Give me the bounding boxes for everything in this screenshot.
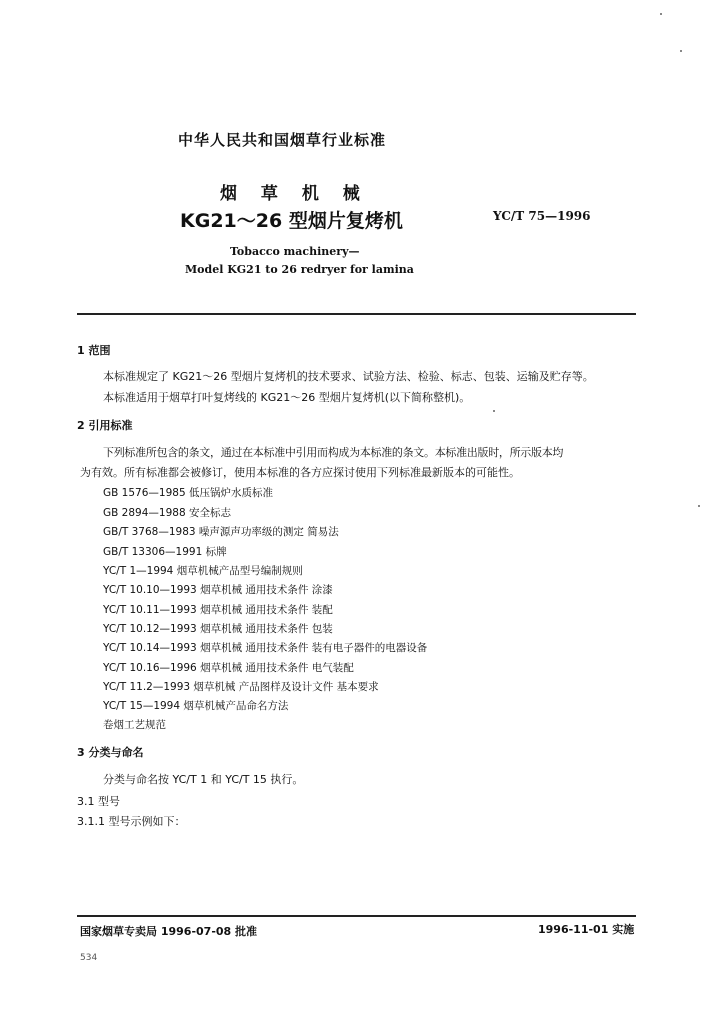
scan-speck [660, 13, 662, 15]
reference-item: 卷烟工艺规范 [103, 719, 166, 731]
reference-item: GB/T 3768—1983 噪声源声功率级的测定 简易法 [103, 526, 339, 538]
reference-item: GB 2894—1988 安全标志 [103, 507, 231, 519]
section-2-paragraph-1: 下列标准所包含的条文，通过在本标准中引用而构成为本标准的条文。本标准出版时，所示版本均 [103, 446, 564, 459]
section-3-paragraph-1: 分类与命名按 YC/T 1 和 YC/T 15 执行。 [103, 773, 304, 786]
standard-number: YC/T 75—1996 [493, 209, 591, 223]
reference-item: YC/T 10.11—1993 烟草机械 通用技术条件 装配 [103, 604, 333, 616]
section-2-paragraph-2: 为有效。所有标准都会被修订，使用本标准的各方应探讨使用下列标准最新版本的可能性。 [80, 466, 520, 479]
document-title-line2: KG21～26 型烟片复烤机 [180, 210, 403, 232]
reference-item: GB/T 13306—1991 标牌 [103, 546, 227, 558]
reference-item: YC/T 11.2—1993 烟草机械 产品图样及设计文件 基本要求 [103, 681, 379, 693]
section-2-heading: 2 引用标准 [77, 419, 133, 432]
footer-divider [77, 915, 636, 917]
english-title-line1: Tobacco machinery— [230, 245, 360, 258]
scan-speck [493, 410, 495, 412]
section-1-heading: 1 范围 [77, 344, 111, 357]
document-title-line1: 烟 草 机 械 [220, 184, 360, 204]
effective-date: 1996-11-01 实施 [538, 923, 635, 936]
reference-item: YC/T 1—1994 烟草机械产品型号编制规则 [103, 565, 303, 577]
subsection-3-1: 3.1 型号 [77, 795, 120, 808]
reference-item: YC/T 10.16—1996 烟草机械 通用技术条件 电气装配 [103, 662, 354, 674]
section-1-paragraph-2: 本标准适用于烟草打叶复烤线的 KG21～26 型烟片复烤机(以下简称整机)。 [103, 391, 471, 404]
reference-item: YC/T 10.14—1993 烟草机械 通用技术条件 装有电子器件的电器设备 [103, 642, 428, 654]
subsection-3-1-1: 3.1.1 型号示例如下： [77, 815, 186, 828]
scan-speck [680, 50, 682, 52]
reference-item: YC/T 10.12—1993 烟草机械 通用技术条件 包装 [103, 623, 333, 635]
issuing-authority-header: 中华人民共和国烟草行业标准 [178, 131, 387, 149]
header-divider [77, 313, 636, 315]
reference-item: GB 1576—1985 低压锅炉水质标准 [103, 487, 273, 499]
english-title-line2: Model KG21 to 26 redryer for lamina [185, 263, 414, 276]
approval-date: 国家烟草专卖局 1996-07-08 批准 [80, 925, 258, 938]
section-1-paragraph-1: 本标准规定了 KG21～26 型烟片复烤机的技术要求、试验方法、检验、标志、包装、运输及贮存等。 [103, 370, 594, 383]
reference-item: YC/T 15—1994 烟草机械产品命名方法 [103, 700, 289, 712]
page-number: 534 [80, 953, 98, 963]
reference-item: YC/T 10.10—1993 烟草机械 通用技术条件 涂漆 [103, 584, 333, 596]
scan-speck [698, 505, 700, 507]
section-3-heading: 3 分类与命名 [77, 746, 144, 759]
